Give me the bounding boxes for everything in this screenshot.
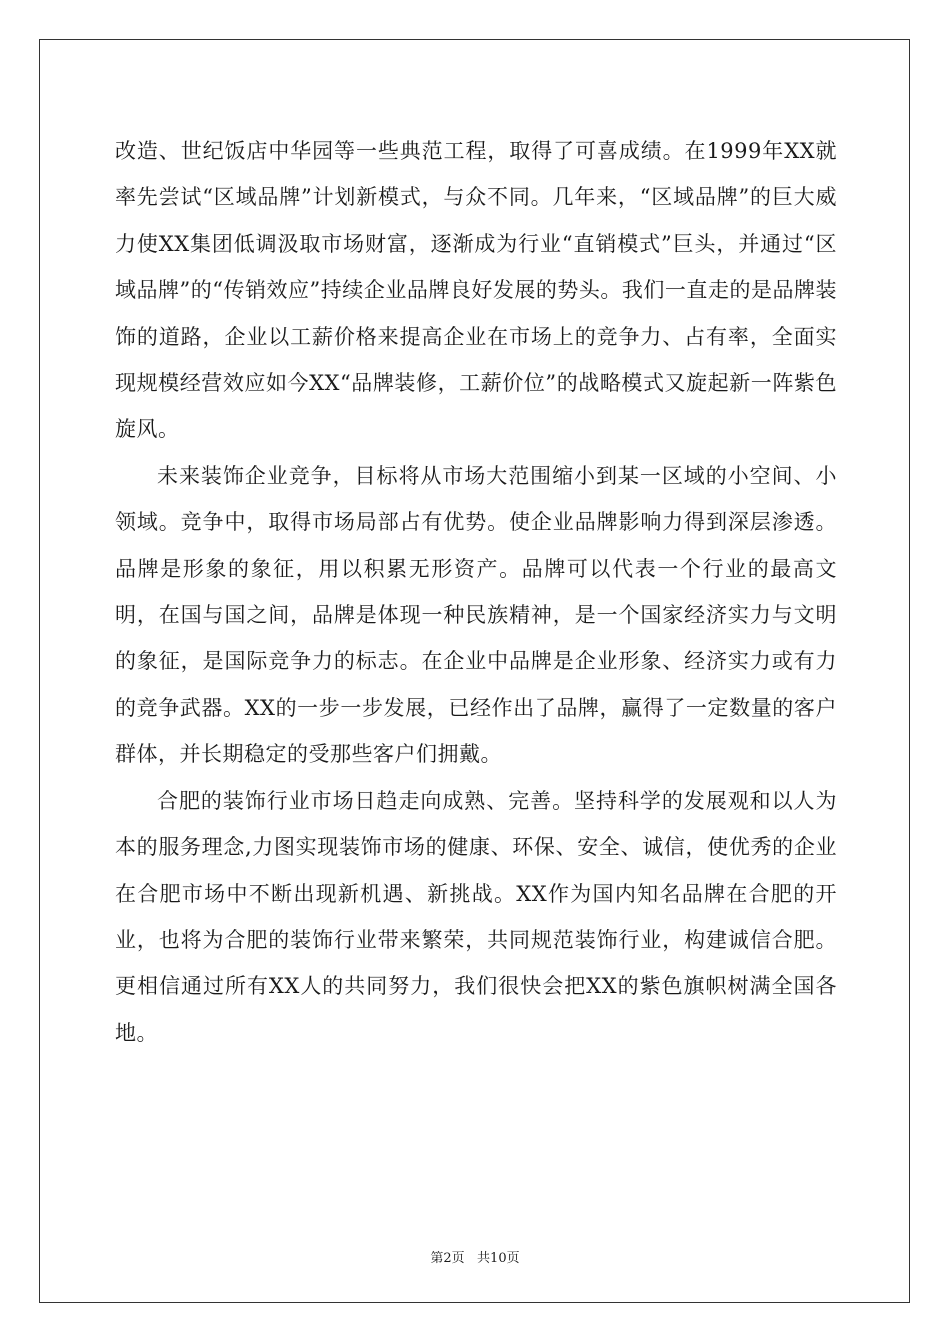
document-body [115, 128, 837, 1056]
paragraph-1: 改造、世纪饭店中华园等一些典范工程，取得了可喜成绩。在1999年XX就率先尝试“区域品牌”计划新模式，与众不同。几年来，“区域品牌”的巨大威力使XX集团低调汲取市场财富，逐渐成为行业“直销模式”巨头，并通过“区域品牌”的“传销效应”持续企业品牌良好发展的势头。我们一直走的是品牌装饰的道路，企业以工薪价格来提高企业在市场上的竞争力、占有率，全面实现规模经营效应如今XX“品牌装修，工薪价位”的战略模式又旋起新一阵紫色旋风。 [115, 139, 837, 442]
paragraph-2: 未来装饰企业竞争，目标将从市场大范围缩小到某一区域的小空间、小领域。竞争中，取得市场局部占有优势。使企业品牌影响力得到深层渗透。品牌是形象的象征，用以积累无形资产。品牌可以代表一个行业的最高文明，在国与国之间，品牌是体现一种民族精神，是一个国家经济实力与文明的象征，是国际竞争力的标志。在企业中品牌是企业形象、经济实力或有力的竞争武器。XX的一步一步发展，已经作出了品牌，赢得了一定数量的客户群体，并长期稳定的受那些客户们拥戴。 [115, 463, 837, 767]
paragraph-3: 合肥的装饰行业市场日趋走向成熟、完善。坚持科学的发展观和以人为本的服务理念,力图实现装饰市场的健康、环保、安全、诚信，使优秀的企业在合肥市场中不断出现新机遇、新挑战。XX作为国内知名品牌在合肥的开业，也将为合肥的装饰行业带来繁荣，共同规范装饰行业，构建诚信合肥。更相信通过所有XX人的共同努力，我们很快会把XX的紫色旗帜树满全国各地。 [115, 788, 837, 1045]
page-number-footer: 第2页 共10页 [430, 1251, 520, 1266]
